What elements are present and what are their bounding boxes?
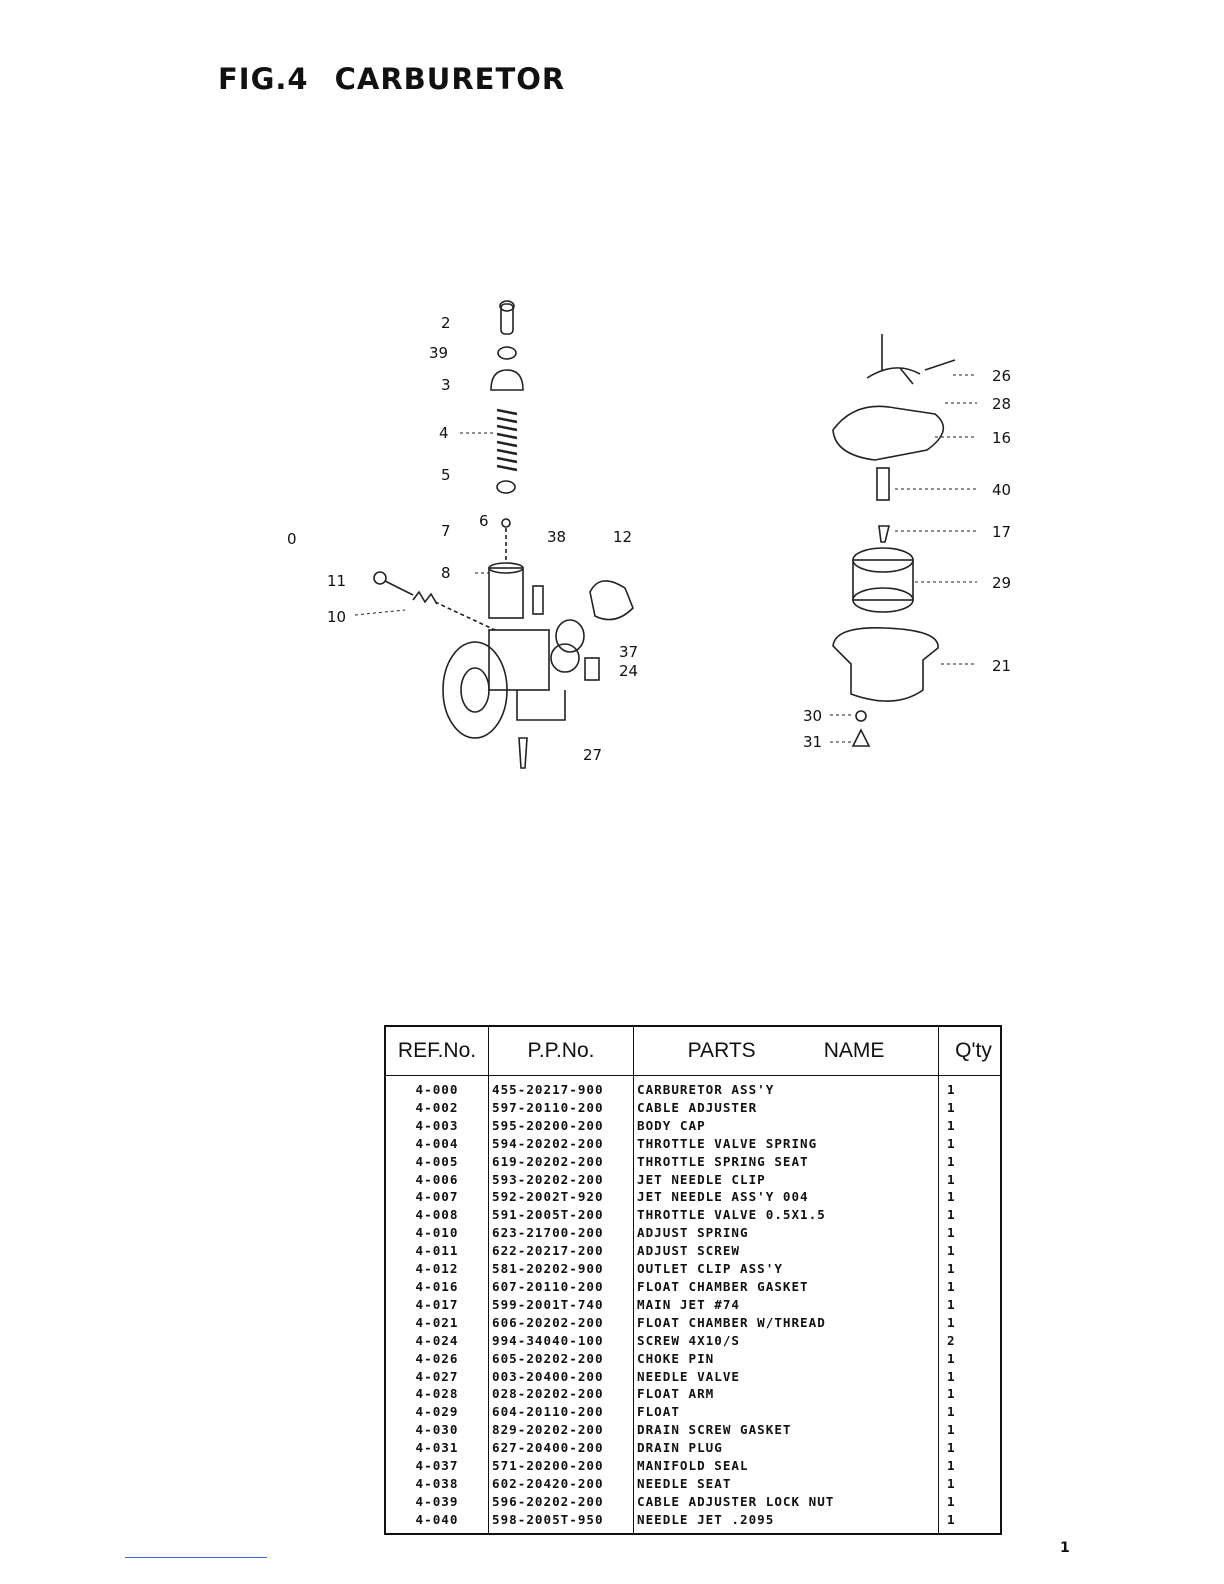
cell-ref-no: 4-011 (385, 1242, 489, 1260)
cell-ref-no: 4-027 (385, 1368, 489, 1386)
needle-jet-part (877, 468, 889, 500)
needle-valve-part (519, 738, 527, 768)
callout-29: 29 (992, 574, 1012, 592)
cell-part-name: ADJUST SCREW (634, 1242, 939, 1260)
carburetor-exploded-diagram (255, 290, 1075, 810)
cell-pp-no: 604-20110-200 (489, 1403, 634, 1421)
callout-10: 10 (327, 608, 347, 626)
table-row (385, 1188, 1001, 1206)
cell-pp-no: 623-21700-200 (489, 1224, 634, 1242)
cell-qty: 1 (939, 1153, 1002, 1171)
cell-ref-no: 4-005 (385, 1153, 489, 1171)
table-row (385, 1153, 1001, 1171)
callout-17: 17 (992, 523, 1012, 541)
cell-ref-no: 4-017 (385, 1296, 489, 1314)
cell-part-name: FLOAT (634, 1403, 939, 1421)
cell-qty: 1 (939, 1171, 1002, 1189)
cell-pp-no: 591-2005T-200 (489, 1206, 634, 1224)
needle-clip-part (502, 519, 510, 527)
parts-list-table (384, 1025, 1002, 1535)
header-parts: PARTS (687, 1039, 756, 1062)
callout-4: 4 (439, 424, 449, 442)
cell-qty: 1 (939, 1385, 1002, 1403)
outlet-clip-part (590, 581, 633, 620)
table-row (385, 1135, 1001, 1153)
page-number: 1 (1060, 1540, 1070, 1556)
callout-39: 39 (429, 344, 449, 362)
figure-title: CARBURETOR (334, 62, 566, 96)
header-qty: Q'ty (939, 1026, 1002, 1076)
callout-38: 38 (547, 528, 567, 546)
cell-ref-no: 4-029 (385, 1403, 489, 1421)
manifold-seal-part (556, 620, 584, 652)
cell-pp-no: 605-20202-200 (489, 1350, 634, 1368)
table-row (385, 1457, 1001, 1475)
callout-27: 27 (583, 746, 603, 764)
cell-qty: 1 (939, 1099, 1002, 1117)
cell-pp-no: 593-20202-200 (489, 1171, 634, 1189)
throttle-spring-part (497, 410, 517, 470)
cell-part-name: SCREW 4X10/S (634, 1332, 939, 1350)
cell-part-name: MANIFOLD SEAL (634, 1457, 939, 1475)
callout-16: 16 (992, 429, 1012, 447)
cell-qty: 1 (939, 1457, 1002, 1475)
cell-qty: 1 (939, 1314, 1002, 1332)
cell-ref-no: 4-010 (385, 1224, 489, 1242)
cell-pp-no: 607-20110-200 (489, 1278, 634, 1296)
cell-part-name: BODY CAP (634, 1117, 939, 1135)
callout-0: 0 (287, 530, 297, 548)
cell-ref-no: 4-040 (385, 1511, 489, 1534)
header-parts-name (634, 1026, 939, 1076)
cell-qty: 1 (939, 1260, 1002, 1278)
table-row (385, 1332, 1001, 1350)
cell-ref-no: 4-024 (385, 1332, 489, 1350)
cell-ref-no: 4-031 (385, 1439, 489, 1457)
cell-pp-no: 455-20217-900 (489, 1076, 634, 1099)
table-row (385, 1099, 1001, 1117)
callout-7: 7 (441, 522, 451, 540)
cell-part-name: NEEDLE SEAT (634, 1475, 939, 1493)
outlet-fitting-part (533, 586, 543, 614)
cell-pp-no: 598-2005T-950 (489, 1511, 634, 1534)
table-row (385, 1368, 1001, 1386)
cell-part-name: NEEDLE JET .2095 (634, 1511, 939, 1534)
cell-qty: 1 (939, 1403, 1002, 1421)
cell-part-name: DRAIN PLUG (634, 1439, 939, 1457)
table-row (385, 1314, 1001, 1332)
cell-qty: 1 (939, 1511, 1002, 1534)
table-row (385, 1278, 1001, 1296)
table-row (385, 1421, 1001, 1439)
cell-qty: 1 (939, 1188, 1002, 1206)
cell-qty: 1 (939, 1242, 1002, 1260)
cell-part-name: FLOAT ARM (634, 1385, 939, 1403)
callout-11: 11 (327, 572, 347, 590)
cell-ref-no: 4-006 (385, 1171, 489, 1189)
cell-ref-no: 4-008 (385, 1206, 489, 1224)
cell-ref-no: 4-028 (385, 1385, 489, 1403)
cell-part-name: MAIN JET #74 (634, 1296, 939, 1314)
cell-ref-no: 4-000 (385, 1076, 489, 1099)
table-row (385, 1242, 1001, 1260)
cell-ref-no: 4-037 (385, 1457, 489, 1475)
cell-pp-no: 592-2002T-920 (489, 1188, 634, 1206)
table-row (385, 1224, 1001, 1242)
cell-qty: 1 (939, 1135, 1002, 1153)
float-part (853, 548, 913, 612)
table-row (385, 1206, 1001, 1224)
cable-adjuster-part (500, 301, 514, 334)
lock-nut-part (498, 347, 516, 359)
table-row (385, 1493, 1001, 1511)
cell-qty: 1 (939, 1206, 1002, 1224)
spring-seat-part (497, 481, 515, 493)
cell-pp-no: 571-20200-200 (489, 1457, 634, 1475)
cell-qty: 1 (939, 1350, 1002, 1368)
cell-part-name: FLOAT CHAMBER W/THREAD (634, 1314, 939, 1332)
callout-24: 24 (619, 662, 639, 680)
table-row (385, 1403, 1001, 1421)
drain-plug-part (853, 730, 869, 746)
cell-ref-no: 4-021 (385, 1314, 489, 1332)
cell-pp-no: 596-20202-200 (489, 1493, 634, 1511)
cell-ref-no: 4-026 (385, 1350, 489, 1368)
footer-rule (125, 1557, 267, 1558)
cell-ref-no: 4-039 (385, 1493, 489, 1511)
cell-pp-no: 028-20202-200 (489, 1385, 634, 1403)
header-name: NAME (823, 1039, 885, 1062)
float-chamber-gasket-part (833, 406, 943, 460)
cell-part-name: JET NEEDLE ASS'Y 004 (634, 1188, 939, 1206)
drain-screw-gasket-part (856, 711, 866, 721)
cell-ref-no: 4-030 (385, 1421, 489, 1439)
cell-ref-no: 4-016 (385, 1278, 489, 1296)
cell-pp-no: 622-20217-200 (489, 1242, 634, 1260)
cell-pp-no: 627-20400-200 (489, 1439, 634, 1457)
callout-12: 12 (613, 528, 633, 546)
table-row (385, 1076, 1001, 1099)
cell-pp-no: 594-20202-200 (489, 1135, 634, 1153)
table-header-row (385, 1026, 1001, 1076)
cell-pp-no: 581-20202-900 (489, 1260, 634, 1278)
cell-ref-no: 4-012 (385, 1260, 489, 1278)
cell-part-name: CHOKE PIN (634, 1350, 939, 1368)
cell-pp-no: 602-20420-200 (489, 1475, 634, 1493)
float-arm-part (867, 334, 955, 384)
cell-qty: 1 (939, 1076, 1002, 1099)
cell-part-name: THROTTLE SPRING SEAT (634, 1153, 939, 1171)
cell-ref-no: 4-004 (385, 1135, 489, 1153)
cell-part-name: OUTLET CLIP ASS'Y (634, 1260, 939, 1278)
cell-part-name: CARBURETOR ASS'Y (634, 1076, 939, 1099)
adjust-screw-part (374, 572, 437, 604)
callout-40: 40 (992, 481, 1012, 499)
table-row (385, 1475, 1001, 1493)
callout-37: 37 (619, 643, 639, 661)
cell-part-name: THROTTLE VALVE 0.5X1.5 (634, 1206, 939, 1224)
callout-2: 2 (441, 314, 451, 332)
main-jet-part (879, 526, 889, 542)
table-row (385, 1260, 1001, 1278)
cell-part-name: CABLE ADJUSTER (634, 1099, 939, 1117)
cell-qty: 1 (939, 1368, 1002, 1386)
cell-ref-no: 4-002 (385, 1099, 489, 1117)
cell-pp-no: 829-20202-200 (489, 1421, 634, 1439)
cell-qty: 1 (939, 1278, 1002, 1296)
cell-pp-no: 994-34040-100 (489, 1332, 634, 1350)
cell-qty: 1 (939, 1439, 1002, 1457)
cell-part-name: FLOAT CHAMBER GASKET (634, 1278, 939, 1296)
callout-21: 21 (992, 657, 1012, 675)
cell-ref-no: 4-007 (385, 1188, 489, 1206)
callout-8: 8 (441, 564, 451, 582)
table-row (385, 1439, 1001, 1457)
cell-part-name: JET NEEDLE CLIP (634, 1171, 939, 1189)
float-chamber-part (833, 628, 938, 701)
cell-qty: 1 (939, 1493, 1002, 1511)
cell-ref-no: 4-003 (385, 1117, 489, 1135)
header-pp-no: P.P.No. (489, 1026, 634, 1076)
cell-qty: 1 (939, 1475, 1002, 1493)
header-ref-no: REF.No. (385, 1026, 489, 1076)
table-row (385, 1296, 1001, 1314)
table-row (385, 1171, 1001, 1189)
cell-part-name: CABLE ADJUSTER LOCK NUT (634, 1493, 939, 1511)
throttle-valve-part (489, 563, 523, 618)
cell-part-name: THROTTLE VALVE SPRING (634, 1135, 939, 1153)
cell-qty: 2 (939, 1332, 1002, 1350)
cell-ref-no: 4-038 (385, 1475, 489, 1493)
callout-28: 28 (992, 395, 1012, 413)
callout-5: 5 (441, 466, 451, 484)
callout-30: 30 (803, 707, 823, 725)
table-row (385, 1385, 1001, 1403)
screw-part (585, 658, 599, 680)
callout-31: 31 (803, 733, 823, 751)
callout-26: 26 (992, 367, 1012, 385)
cell-qty: 1 (939, 1117, 1002, 1135)
callout-3: 3 (441, 376, 451, 394)
cell-pp-no: 003-20400-200 (489, 1368, 634, 1386)
callout-6: 6 (479, 512, 489, 530)
cell-part-name: ADJUST SPRING (634, 1224, 939, 1242)
cell-pp-no: 606-20202-200 (489, 1314, 634, 1332)
cell-pp-no: 595-20200-200 (489, 1117, 634, 1135)
table-row (385, 1117, 1001, 1135)
cell-qty: 1 (939, 1224, 1002, 1242)
cell-part-name: NEEDLE VALVE (634, 1368, 939, 1386)
parts-table-body (385, 1076, 1001, 1534)
body-cap-part (491, 370, 523, 390)
figure-label: FIG.4 (218, 62, 309, 96)
table-row (385, 1350, 1001, 1368)
cell-pp-no: 599-2001T-740 (489, 1296, 634, 1314)
table-row (385, 1511, 1001, 1534)
cell-pp-no: 597-20110-200 (489, 1099, 634, 1117)
page-title (218, 62, 565, 96)
cell-qty: 1 (939, 1421, 1002, 1439)
cell-part-name: DRAIN SCREW GASKET (634, 1421, 939, 1439)
cell-qty: 1 (939, 1296, 1002, 1314)
cell-pp-no: 619-20202-200 (489, 1153, 634, 1171)
